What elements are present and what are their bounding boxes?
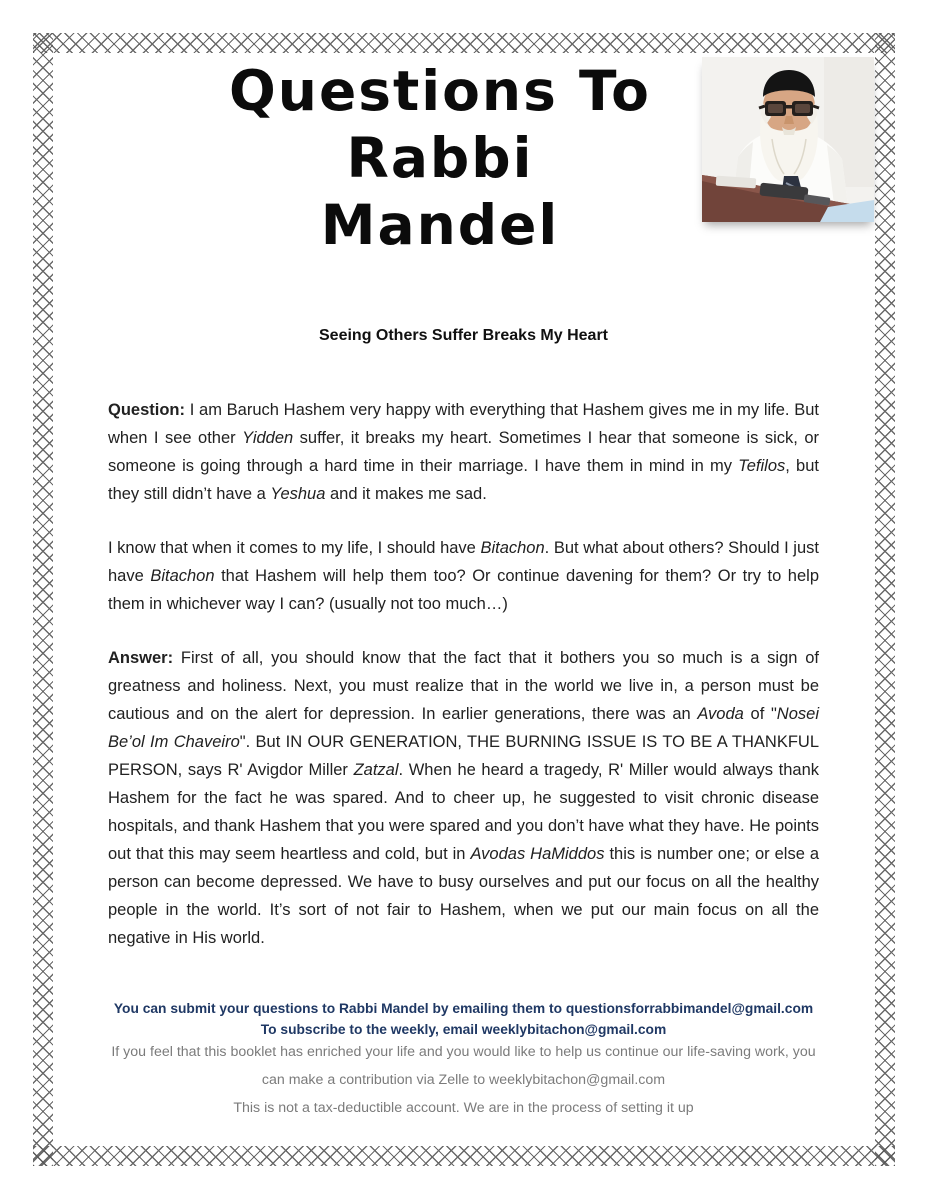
answer-paragraph: Answer: First of all, you should know that the fact that it bothers you so much is a sign of greatness and holiness. Next, you must realize that in the world we live in, a person must be cautious and on the alert for depression. In earlier generations, there was an Avoda of "Nosei Be’ol Im Chaveiro". But IN OUR GENERATION, THE BURNING ISSUE IS TO BE A THANKFUL PERSON, says R' Avigdor Miller Zatzal. When he heard a tragedy, R' Miller would always thank Hashem for the fact he was spared. And to cheer up, he suggested to visit chronic disease hospitals, and thank Hashem that you were spared and you don’t have what they have. He points out that this may seem heartless and cold, but in Avodas HaMiddos this is number one; or else a person can become depressed. We have to busy ourselves and put our focus on all the healthy people in the world. It’s sort of not fair to Hashem, when we put our main focus on all the negative in His world. [108, 649, 820, 947]
question-paragraph-2: I know that when it comes to my life, I should have Bitachon. But what about others? Should I just have Bitachon that Hashem will help them too? Or continue davening for them? Or try to help them in whichever way I can? (usually not too much…) [108, 539, 819, 613]
footer-subscribe-line: To subscribe to the weekly, email weeklybitachon@gmail.com [260, 1021, 667, 1037]
footer-contribution-line-1: If you feel that this booklet has enriched your life and you would like to help us continue our life-saving work, you [111, 1044, 816, 1060]
cross-stitch-border-left [33, 33, 53, 1166]
cross-stitch-border-right [875, 33, 895, 1166]
footer-contribution-block [60, 1038, 867, 1122]
article-subtitle: Seeing Others Suffer Breaks My Heart [319, 327, 608, 344]
question-paragraph-1: Question: I am Baruch Hashem very happy with everything that Hashem gives me in my life. But when I see other Yidden suffer, it breaks my heart. Sometimes I hear that someone is sick, or someone is going through a hard time in their marriage. I have them in mind in my Tefilos, but they still didn’t have a Yeshua and it makes me sad. [108, 401, 819, 503]
page-title [85, 58, 795, 259]
cross-stitch-border-bottom [33, 1146, 895, 1166]
footer-tax-line: This is not a tax-deductible account. We are in the process of setting it up [233, 1100, 694, 1116]
footer-contact-block [60, 999, 867, 1040]
article-body [108, 396, 819, 978]
footer-submit-line: You can submit your questions to Rabbi Mandel by emailing them to questionsforrabbimandel@gmail.com [113, 1001, 814, 1016]
page-title-line-3: Mandel [320, 193, 560, 257]
page-title-line-2: Rabbi [346, 126, 534, 190]
cross-stitch-border-top [33, 33, 895, 53]
page-title-line-1: Questions To [229, 59, 651, 123]
footer-contribution-line-2: can make a contribution via Zelle to weeklybitachon@gmail.com [261, 1072, 666, 1088]
rabbi-photo [702, 57, 874, 222]
